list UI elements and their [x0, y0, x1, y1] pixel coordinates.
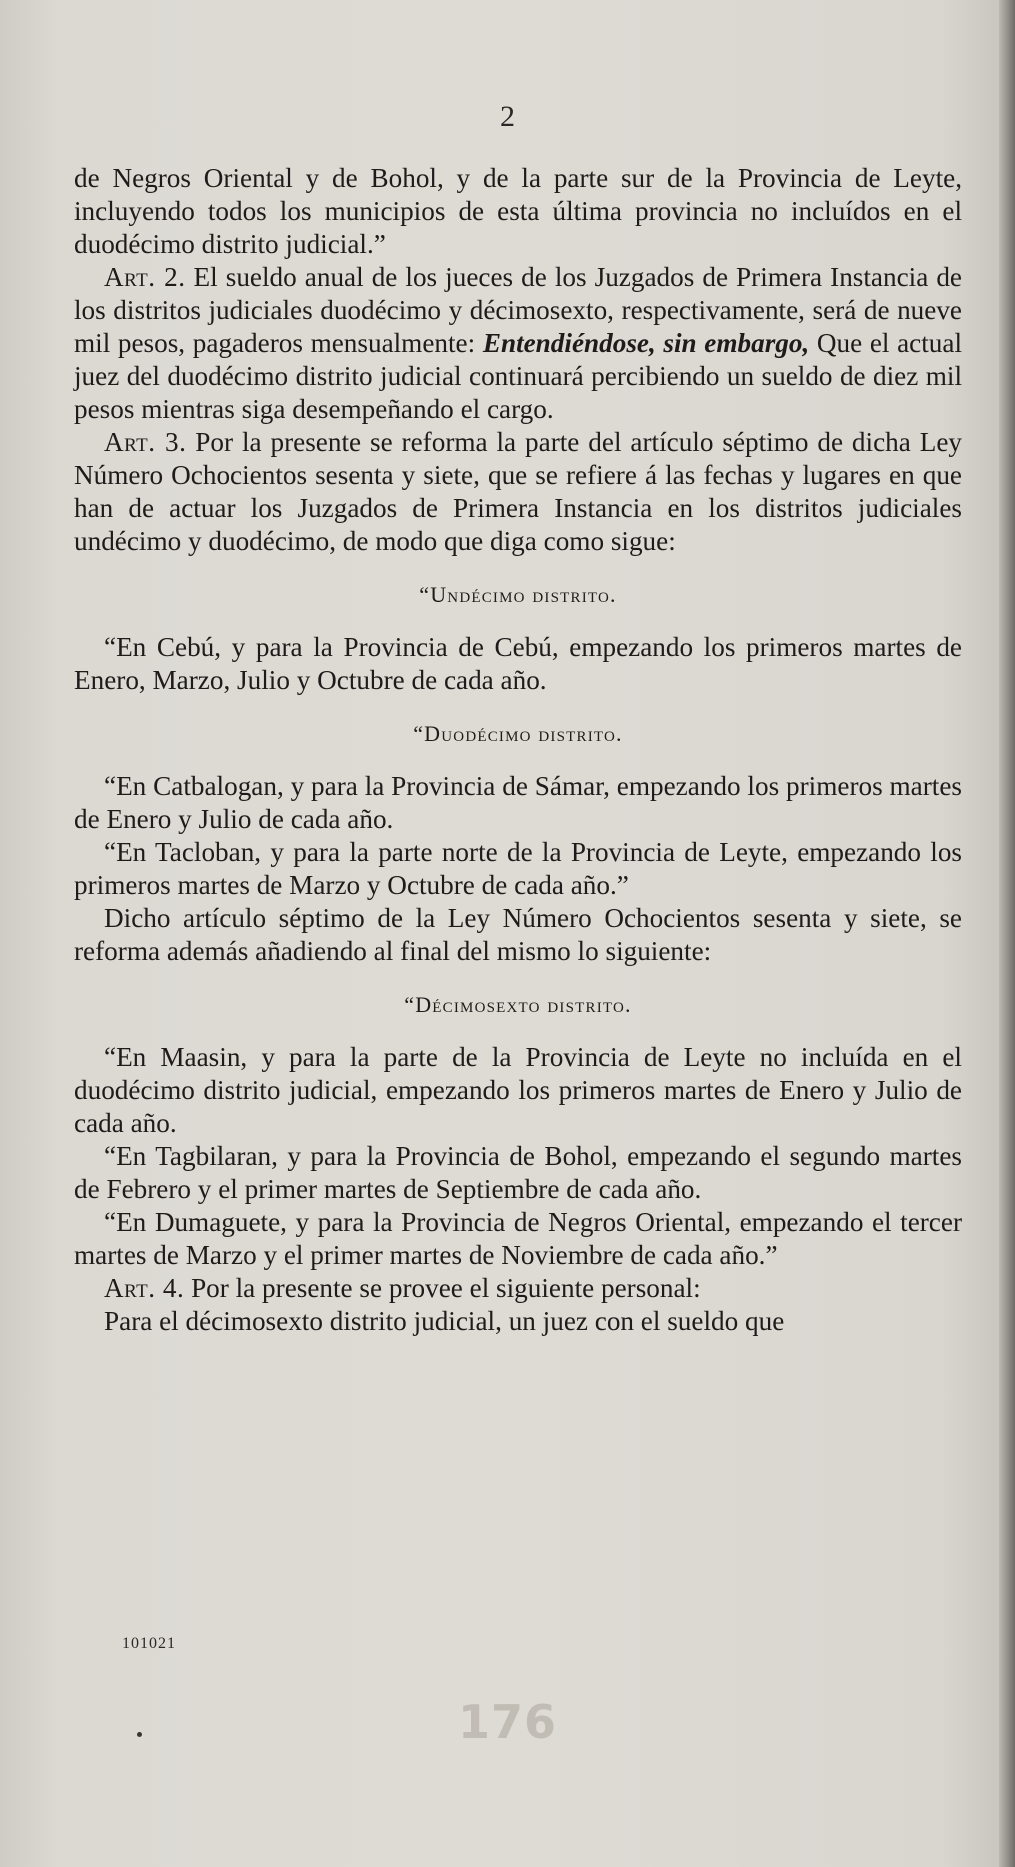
article-4-text: Por la presente se provee el siguiente personal: — [184, 1273, 701, 1303]
article-3 — [74, 426, 962, 558]
article-2-italic: Entendiéndose, sin embargo, — [482, 328, 810, 358]
page-number: 2 — [500, 100, 515, 133]
document-body — [74, 162, 962, 1338]
paragraph-maasin: “En Maasin, y para la parte de la Provincia de Leyte no incluída en el duodécimo distrito judicial, empezando los primeros martes de Enero y Julio de cada año. — [74, 1042, 962, 1138]
paragraph-dumaguete: “En Dumaguete, y para la Provincia de Negros Oriental, empezando el tercer martes de Marzo y el primer martes de Noviembre de cada año.” — [74, 1207, 962, 1270]
paragraph-dicho: Dicho artículo séptimo de la Ley Número Ochocientos sesenta y siete, se reforma además añadiendo al final del mismo lo siguiente: — [74, 903, 962, 966]
footer-code: 101021 — [122, 1635, 176, 1652]
article-2-text-b: Que el actual juez del duodécimo distrito judicial continuará percibiendo un sueldo de diez mil pesos mientras siga desempeñando el cargo. — [74, 328, 963, 424]
paragraph-catbalogan: “En Catbalogan, y para la Provincia de Sámar, empezando los primeros martes de Enero y Julio de cada año. — [74, 771, 962, 834]
paragraph-tacloban: “En Tacloban, y para la parte norte de la Provincia de Leyte, empezando los primeros martes de Marzo y Octubre de cada año.” — [74, 837, 962, 900]
stamped-page-number: 176 — [457, 1695, 558, 1749]
article-label: Art. 3. — [104, 427, 187, 457]
article-2-text-a: El sueldo anual de los jueces de los Juzgados de Primera Instancia de los distritos judiciales duodécimo y décimosexto, respectivamente, será de nueve mil pesos, pagaderos mensualmente: — [74, 262, 962, 358]
section-heading-duodecimo: “Duodécimo distrito. — [413, 721, 623, 746]
page-edge-shadow — [999, 0, 1015, 1867]
article-3-text: Por la presente se reforma la parte del artículo séptimo de dicha Ley Número Ochocientos sesenta y siete, que se refiere á las fechas y lugares en que han de actuar los Juzgados de Primera Instancia en los distritos judiciales undécimo y duodécimo, de modo que diga como sigue: — [74, 427, 962, 556]
paragraph-last: Para el décimosexto distrito judicial, un juez con el sueldo que — [104, 1306, 785, 1336]
section-heading-decimosexto: “Décimosexto distrito. — [404, 992, 632, 1017]
paragraph-tagbilaran: “En Tagbilaran, y para la Provincia de Bohol, empezando el segundo martes de Febrero y el primer martes de Septiembre de cada año. — [74, 1141, 962, 1204]
article-2 — [74, 261, 962, 426]
article-label: Art. 2. — [104, 262, 186, 292]
section-heading-undecimo: “Undécimo distrito. — [419, 582, 617, 607]
paragraph-continuation: de Negros Oriental y de Bohol, y de la parte sur de la Provincia de Leyte, incluyendo todos los municipios de esta última provincia no incluídos en el duodécimo distrito judicial.” — [74, 163, 962, 259]
article-4 — [74, 1272, 962, 1305]
article-label: Art. 4. — [104, 1273, 185, 1303]
paragraph-cebu: “En Cebú, y para la Provincia de Cebú, empezando los primeros martes de Enero, Marzo, Julio y Octubre de cada año. — [74, 632, 962, 695]
